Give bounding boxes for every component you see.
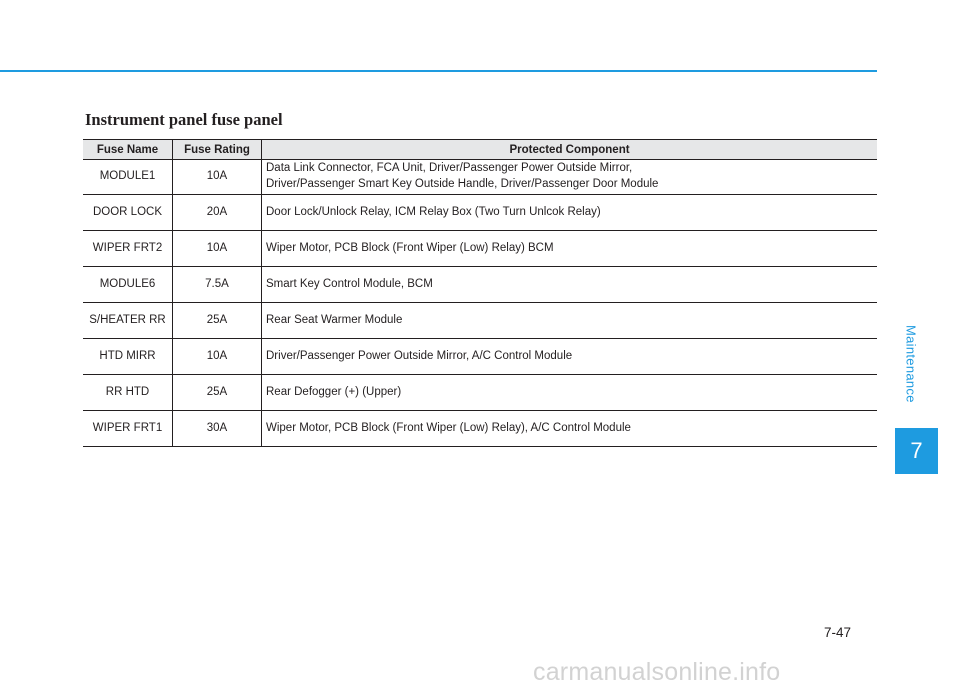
header-protected-component: Protected Component — [262, 140, 878, 160]
fuse-name-cell: MODULE1 — [83, 160, 173, 195]
table-row — [83, 267, 877, 303]
protected-component-line: Data Link Connector, FCA Unit, Driver/Passenger Power Outside Mirror, — [266, 162, 633, 175]
table-row — [83, 195, 877, 231]
fuse-name-cell: WIPER FRT1 — [83, 411, 173, 447]
protected-component-line: Wiper Motor, PCB Block (Front Wiper (Low) Relay), A/C Control Module — [266, 421, 631, 434]
fuse-rating-cell: 25A — [173, 375, 262, 411]
protected-component-line: Rear Seat Warmer Module — [266, 313, 403, 326]
table-body — [83, 160, 877, 447]
protected-component-cell — [262, 231, 878, 267]
fuse-rating-cell: 30A — [173, 411, 262, 447]
protected-component-cell — [262, 303, 878, 339]
protected-component-cell — [262, 411, 878, 447]
protected-component-line: Door Lock/Unlock Relay, ICM Relay Box (Two Turn Unlcok Relay) — [266, 205, 601, 218]
section-title: Instrument panel fuse panel — [85, 110, 283, 129]
protected-component-cell — [262, 339, 878, 375]
page-number: 7-47 — [824, 625, 852, 640]
chapter-tab: 7 — [895, 428, 938, 474]
table-row — [83, 339, 877, 375]
protected-component-cell — [262, 267, 878, 303]
header-fuse-rating: Fuse Rating — [173, 140, 262, 160]
protected-component-line: Wiper Motor, PCB Block (Front Wiper (Low) Relay) BCM — [266, 241, 554, 254]
fuse-name-cell: WIPER FRT2 — [83, 231, 173, 267]
protected-component-line: Smart Key Control Module, BCM — [266, 277, 433, 290]
protected-component-cell — [262, 195, 878, 231]
fuse-name-cell: RR HTD — [83, 375, 173, 411]
header-fuse-name: Fuse Name — [83, 140, 173, 160]
table-header-row — [83, 140, 877, 160]
table-row — [83, 411, 877, 447]
watermark-text: carmanualsonline.info — [533, 658, 781, 686]
top-rule — [0, 70, 877, 72]
fuse-table — [83, 139, 877, 447]
table-row — [83, 303, 877, 339]
table-row — [83, 375, 877, 411]
fuse-rating-cell: 10A — [173, 231, 262, 267]
protected-component-line: Rear Defogger (+) (Upper) — [266, 385, 402, 398]
fuse-name-cell: HTD MIRR — [83, 339, 173, 375]
fuse-rating-cell: 20A — [173, 195, 262, 231]
fuse-rating-cell: 25A — [173, 303, 262, 339]
protected-component-line: Driver/Passenger Power Outside Mirror, A/C Control Module — [266, 349, 573, 362]
fuse-rating-cell: 10A — [173, 339, 262, 375]
chapter-side-label: Maintenance — [903, 325, 919, 403]
table-row — [83, 231, 877, 267]
fuse-rating-cell: 10A — [173, 160, 262, 195]
table-row — [83, 160, 877, 195]
protected-component-line: Driver/Passenger Smart Key Outside Handle, Driver/Passenger Door Module — [266, 178, 659, 190]
protected-component-cell — [262, 375, 878, 411]
fuse-name-cell: MODULE6 — [83, 267, 173, 303]
fuse-name-cell: DOOR LOCK — [83, 195, 173, 231]
fuse-name-cell: S/HEATER RR — [83, 303, 173, 339]
protected-component-cell — [262, 160, 878, 195]
fuse-rating-cell: 7.5A — [173, 267, 262, 303]
